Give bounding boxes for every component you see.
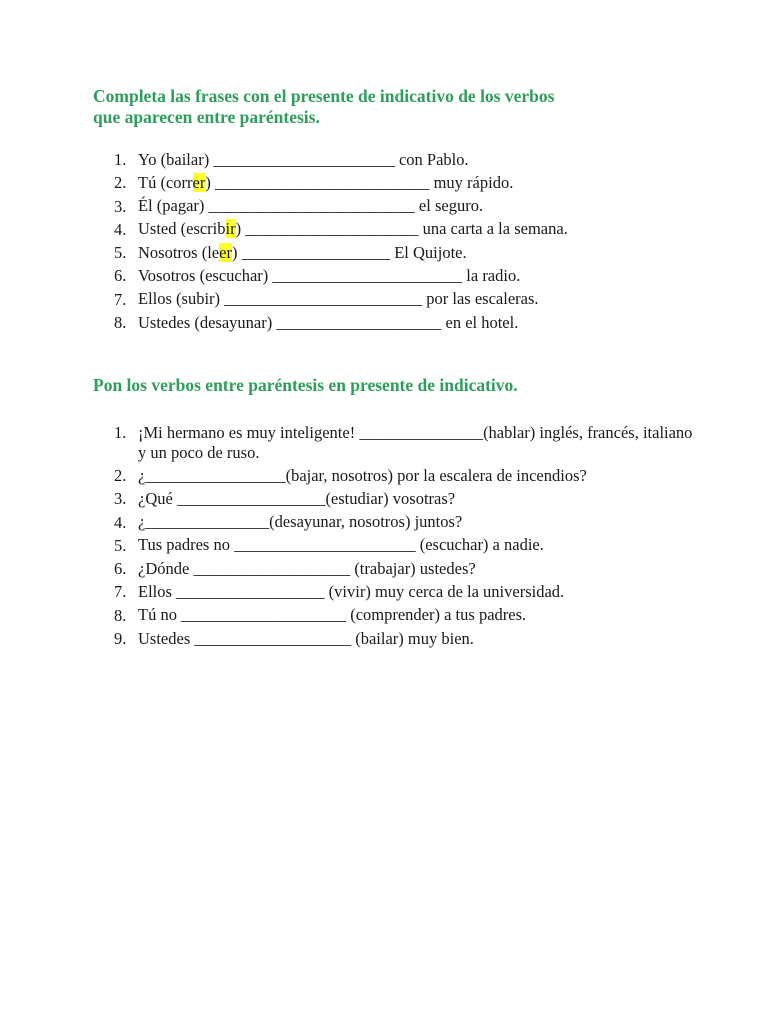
item-number: 5. — [114, 535, 127, 555]
item-text — [138, 511, 698, 533]
item-text-segment: Tú no ____________________ (comprender) a tus padres. — [138, 605, 527, 625]
item-text-segment: Yo (bailar) ______________________ con Pablo. — [138, 149, 469, 169]
item-text-segment: ¡Mi hermano es muy inteligente! _______________(hablar) inglés, francés, italiano y un poco de ruso. — [138, 422, 693, 462]
item-text — [138, 218, 698, 240]
item-text — [138, 557, 698, 579]
item-text — [138, 311, 698, 333]
item-number: 6. — [114, 266, 127, 286]
item-text-segment: ¿_______________(desayunar, nosotros) juntos? — [138, 512, 463, 532]
item-text — [138, 264, 698, 286]
item-text — [138, 604, 698, 626]
item-text — [138, 421, 698, 463]
item-number: 5. — [114, 243, 127, 263]
item-text-segment: Él (pagar) _________________________ el seguro. — [138, 196, 484, 216]
item-number: 4. — [114, 512, 127, 532]
item-text-segment: Tus padres no ______________________ (escuchar) a nadie. — [138, 535, 544, 555]
section1-heading: Completa las frases con el presente de indicativo de los verbos que aparecen entre paréntesis. — [93, 86, 555, 127]
item-text-segment: Ustedes (desayunar) ____________________ en el hotel. — [138, 312, 519, 332]
item-text — [138, 288, 698, 310]
item-text-segment: ) _____________________ una carta a la semana. — [235, 219, 568, 239]
highlighted-verb-ending: ir — [225, 219, 236, 239]
item-text-segment: ) __________________ El Quijote. — [231, 242, 467, 262]
item-number: 6. — [114, 559, 127, 579]
item-number: 3. — [114, 196, 127, 216]
item-number: 8. — [114, 605, 127, 625]
item-text — [138, 241, 698, 263]
item-text — [138, 195, 698, 217]
item-number: 2. — [114, 173, 127, 193]
item-number: 7. — [114, 289, 127, 309]
item-text-segment: Tú (corr — [138, 172, 193, 192]
item-text-segment: Usted (escrib — [138, 219, 226, 239]
item-text-segment: ) __________________________ muy rápido. — [205, 172, 514, 192]
highlighted-verb-ending: er — [192, 172, 206, 192]
item-text-segment: ¿Qué __________________(estudiar) vosotras? — [138, 488, 456, 508]
item-text — [138, 534, 698, 556]
item-number: 2. — [114, 466, 127, 485]
item-number: 1. — [114, 423, 127, 442]
section2-heading: Pon los verbos entre paréntesis en presente de indicativo. — [93, 375, 518, 395]
item-text — [138, 464, 698, 486]
item-number: 8. — [114, 313, 127, 333]
item-text — [138, 580, 698, 602]
item-text-segment: Ustedes ___________________ (bailar) muy bien. — [138, 628, 474, 648]
item-text — [138, 148, 698, 170]
item-text-segment: ¿Dónde ___________________ (trabajar) ustedes? — [138, 558, 476, 578]
item-number: 4. — [114, 219, 127, 239]
item-number: 7. — [114, 582, 127, 602]
item-number: 1. — [114, 150, 127, 169]
highlighted-verb-ending: er — [219, 242, 232, 262]
item-text — [138, 171, 698, 193]
item-text-segment: Ellos (subir) ________________________ por las escaleras. — [138, 289, 539, 309]
item-text — [138, 627, 698, 649]
item-number: 3. — [114, 489, 127, 509]
item-text-segment: ¿_________________(bajar, nosotros) por la escalera de incendios? — [138, 465, 587, 485]
item-text-segment: Ellos __________________ (vivir) muy cerca de la universidad. — [138, 581, 565, 601]
item-text-segment: Nosotros (le — [138, 242, 220, 262]
item-text — [138, 487, 698, 509]
item-text-segment: Vosotros (escuchar) _______________________ la radio. — [138, 265, 521, 285]
item-number: 9. — [114, 629, 127, 649]
